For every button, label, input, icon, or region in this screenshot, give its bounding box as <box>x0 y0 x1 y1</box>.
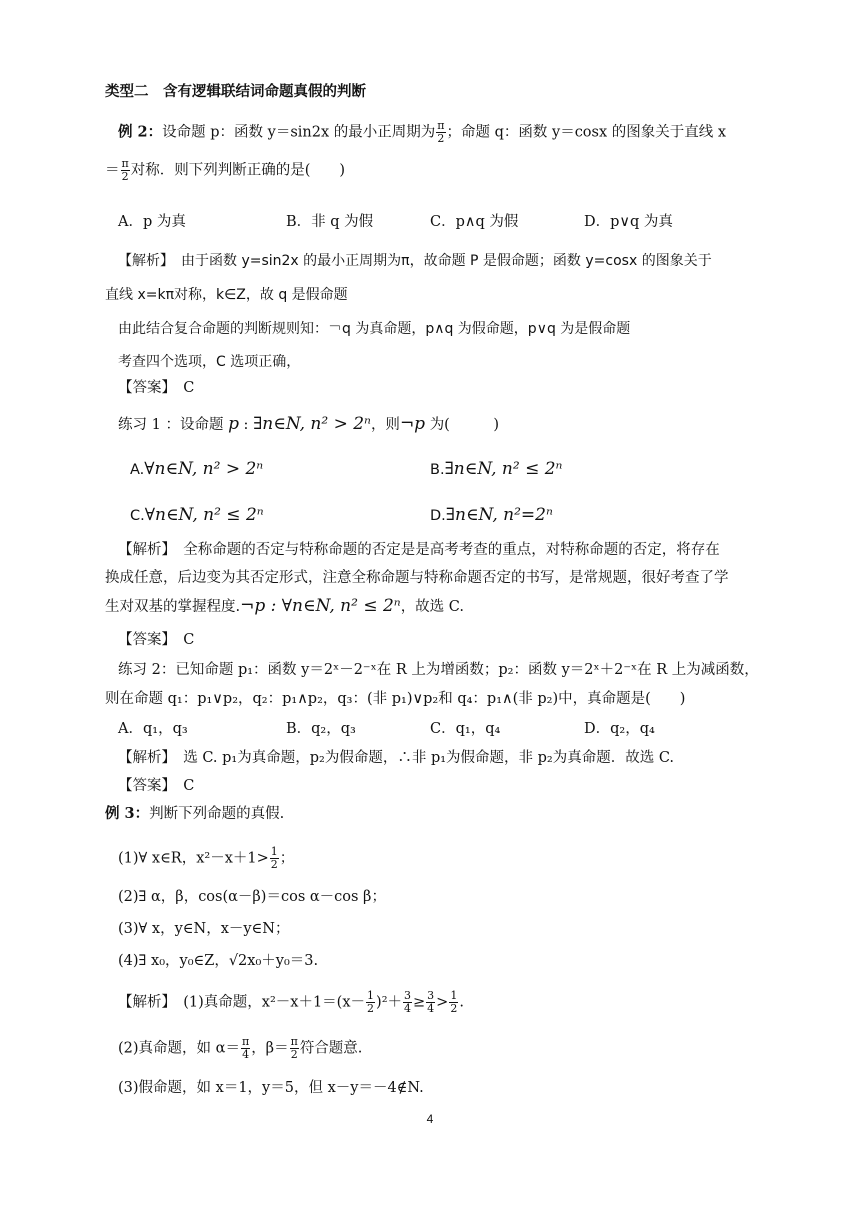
example-3-stem: 例 3：判断下列命题的真假. <box>105 805 285 822</box>
exercise-1-option-c: C.∀n∈N, n² ≤ 2ⁿ <box>130 505 264 525</box>
exercise-2-analysis: 【解析】 选 C. p₁为真命题，p₂为假命题，∴非 p₁为假命题，非 p₂为真命题．故选 C. <box>118 750 675 766</box>
example-3-solution-2: (2)真命题，如 α＝ $\frac{\pi}{4}$ ，β＝ $\frac{\pi}{2}$ 符合题意. <box>118 1035 363 1061</box>
example-2-option-a: A．p 为真 <box>118 214 186 230</box>
page-number: 4 <box>426 1112 434 1126</box>
fraction-one-half: $\frac{1}{2}$ <box>450 989 458 1015</box>
fraction-pi-over-4: $\frac{\pi}{4}$ <box>241 1035 250 1061</box>
example-2-answer: 【答案】 C <box>118 380 195 396</box>
example-3-item-3: (3)∀ x，y∈N，x－y∈N； <box>118 921 290 937</box>
example-2-label: 例 2： <box>118 123 163 141</box>
fraction-pi-over-2: $\frac{\pi}{2}$ <box>121 157 129 183</box>
exercise-1-proposition: ∃n∈N, n² > 2ⁿ <box>253 414 371 434</box>
exercise-1-analysis-3: 生对双基的掌握程度.¬p : ∀n∈N, n² ≤ 2ⁿ，故选 C. <box>105 596 464 616</box>
example-3-label: 例 3： <box>105 805 150 822</box>
exercise-2-option-d: D．q₂，q₄ <box>584 721 655 737</box>
exercise-1-answer: 【答案】 C <box>118 632 195 648</box>
example-2-option-c: C．p∧q 为假 <box>430 214 519 230</box>
example-2-line-2: ＝ $\frac{\pi}{2}$ 对称．则下列判断正确的是( ) <box>105 157 346 183</box>
example-2-analysis-2: 直线 x=kπ对称，k∈Z，故 q 是假命题 <box>105 287 348 303</box>
example-2-analysis-1: 【解析】 由于函数 y=sin2x 的最小正周期为π，故命题 P 是假命题；函数 y=cosx 的图象关于 <box>118 253 712 269</box>
exercise-1-analysis-1: 【解析】 全称命题的否定与特称命题的否定是是高考考查的重点，对特称命题的否定，将存在 <box>118 542 720 558</box>
example-2-option-d: D．p∨q 为真 <box>584 214 673 230</box>
example-2-option-b: B．非 q 为假 <box>286 214 374 230</box>
fraction-three-quarters: $\frac{3}{4}$ <box>427 989 435 1015</box>
negation-formula: ¬p : ∀n∈N, n² ≤ 2ⁿ <box>240 596 401 616</box>
fraction-pi-over-2: $\frac{\pi}{2}$ <box>437 119 445 145</box>
fraction-one-half: $\frac{1}{2}$ <box>270 845 278 871</box>
example-3-solution-3: (3)假命题，如 x＝1，y＝5，但 x－y＝－4∉N. <box>118 1080 424 1096</box>
exercise-2-answer: 【答案】 C <box>118 778 195 794</box>
var-p: p <box>228 414 239 434</box>
fraction-three-quarters: $\frac{3}{4}$ <box>404 989 412 1015</box>
exercise-1-option-a: A.∀n∈N, n² > 2ⁿ <box>130 459 264 479</box>
fraction-one-half: $\frac{1}{2}$ <box>367 989 375 1015</box>
example-3-item-1: (1)∀ x∈R，x²－x＋1> $\frac{1}{2}$ ； <box>118 845 295 871</box>
exercise-1-stem: 练习 1 ：设命题 p : ∃n∈N, n² > 2ⁿ，则¬p 为( ) <box>118 414 500 434</box>
example-2-analysis-3: 由此结合复合命题的判断规则知：￢q 为真命题，p∧q 为假命题，p∨q 为是假命题 <box>118 321 631 337</box>
fraction-pi-over-2: $\frac{\pi}{2}$ <box>290 1035 298 1061</box>
exercise-2-line-1: 练习 2：已知命题 p₁：函数 y＝2ˣ－2⁻ˣ在 R 上为增函数；p₂：函数 y＝2ˣ＋2⁻ˣ在 R 上为减函数， <box>118 662 759 678</box>
exercise-2-option-a: A．q₁，q₃ <box>118 721 188 737</box>
example-3-solution-1: 【解析】 (1)真命题，x²－x＋1＝(x－ $\frac{1}{2}$ )²＋ $\frac{3}{4}$ ≥ $\frac{3}{4}$ > $\frac{1}{2}$ . <box>118 989 464 1015</box>
example-3-item-4: (4)∃ x₀，y₀∈Z，√2x₀＋y₀＝3. <box>118 953 319 969</box>
exercise-2-line-2: 则在命题 q₁：p₁∨p₂，q₂：p₁∧p₂，q₃：(非 p₁)∨p₂和 q₄：p₁∧(非 p₂)中，真命题是( ) <box>105 691 686 707</box>
exercise-1-option-d: D.∃n∈N, n²=2ⁿ <box>430 505 553 525</box>
example-2-text-cont: ；命题 q：函数 y＝cosx 的图象关于直线 x <box>446 124 727 141</box>
example-3-item-2: (2)∃ α，β，cos(α－β)＝cos α－cos β； <box>118 889 386 905</box>
exercise-2-option-b: B．q₂，q₃ <box>286 721 356 737</box>
example-2-text: 设命题 p：函数 y＝sin2x 的最小正周期为 <box>162 124 436 141</box>
exercise-1-analysis-2: 换成任意，后边变为其否定形式，注意全称命题与特称命题否定的书写，是常规题，很好考查了学 <box>105 570 729 586</box>
example-2-line-1 <box>118 120 726 145</box>
negation-p: ¬p <box>399 414 426 434</box>
exercise-2-option-c: C．q₁，q₄ <box>430 721 501 737</box>
section-heading: 类型二 含有逻辑联结词命题真假的判断 <box>105 83 366 100</box>
example-2-analysis-4: 考查四个选项，C 选项正确， <box>118 354 301 370</box>
exercise-1-option-b: B.∃n∈N, n² ≤ 2ⁿ <box>430 459 563 479</box>
